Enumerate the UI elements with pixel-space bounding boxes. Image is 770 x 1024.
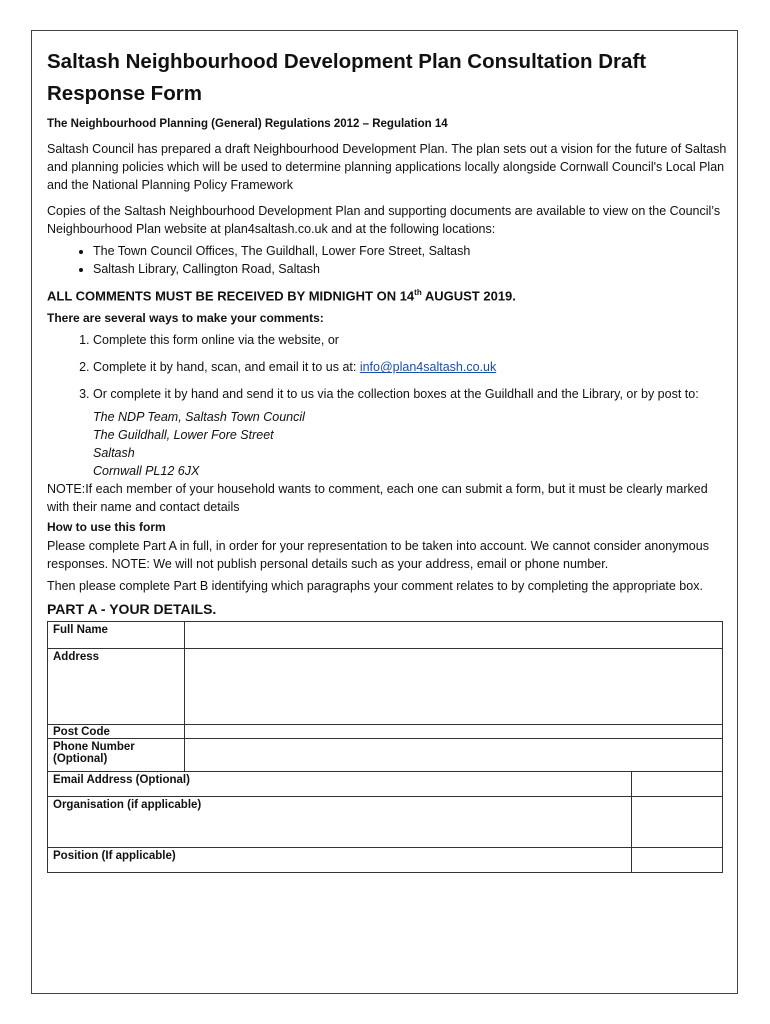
howto-part-b: Then please complete Part B identifying which paragraphs your comment relates to by completing the appropriate box. (47, 579, 703, 594)
deadline-suffix: AUGUST 2019. (421, 288, 516, 304)
ways-heading: There are several ways to make your comments: (47, 311, 324, 326)
deadline-notice (47, 288, 727, 303)
household-note: NOTE:If each member of your household wants to comment, each one can submit a form, but it must be clearly marked with their name and contact details (47, 482, 708, 515)
organisation-label: Organisation (if applicable) (48, 797, 632, 848)
position-label: Position (If applicable) (48, 848, 632, 873)
address-label: Address (48, 649, 185, 725)
full-name-field[interactable] (185, 622, 723, 649)
deadline-sup: th (414, 288, 422, 297)
way-post: 3. Or complete it by hand and send it to us via the collection boxes at the Guildhall and the Library, or by post to: (93, 385, 727, 403)
post-code-label: Post Code (48, 725, 185, 739)
deadline-prefix: ALL COMMENTS MUST BE RECEIVED BY MIDNIGHT ON 14 (47, 288, 415, 304)
address-line: Saltash (93, 446, 135, 461)
address-line: The Guildhall, Lower Fore Street (93, 428, 274, 443)
regulations-subtitle: The Neighbourhood Planning (General) Regulations 2012 – Regulation 14 (47, 118, 448, 130)
email-link[interactable]: info@plan4saltash.co.uk (359, 360, 497, 375)
location-item: • The Town Council Offices, The Guildhall, Lower Fore Street, Saltash (93, 242, 727, 260)
address-field[interactable] (185, 649, 723, 725)
email-field[interactable] (631, 772, 722, 797)
ways-list (47, 331, 727, 403)
email-label: Email Address (Optional) (48, 772, 632, 797)
phone-label: Phone Number (Optional) (48, 739, 185, 772)
full-name-label: Full Name (48, 622, 185, 649)
post-code-field[interactable] (185, 725, 723, 739)
part-a-heading: PART A - YOUR DETAILS. (47, 601, 217, 618)
phone-field[interactable] (185, 739, 723, 772)
howto-part-a: Please complete Part A in full, in order for your representation to be taken into account. We cannot consider anonymous responses. NOTE: We will not publish personal details such as your address, email or phone number. (47, 539, 709, 572)
page-title: Saltash Neighbourhood Development Plan Consultation Draft Response Form (47, 50, 647, 105)
locations-list (47, 242, 727, 278)
form-content (47, 46, 727, 873)
howto-heading: How to use this form (47, 520, 166, 535)
address-line: The NDP Team, Saltash Town Council (93, 410, 305, 425)
postal-address (93, 408, 727, 480)
position-field[interactable] (631, 848, 722, 873)
copies-paragraph: Copies of the Saltash Neighbourhood Development Plan and supporting documents are available to view on the Council’s Neighbourhood Plan website at plan4saltash.co.uk and at the following locations: (47, 204, 721, 236)
address-line: Cornwall PL12 6JX (93, 464, 200, 479)
organisation-field[interactable] (631, 797, 722, 848)
location-item: • Saltash Library, Callington Road, Saltash (93, 260, 727, 278)
details-table (47, 621, 723, 873)
intro-paragraph: Saltash Council has prepared a draft Neighbourhood Development Plan. The plan sets out a vision for the future of Saltash and planning policies which will be used to determine planning applications locally alongside Cornwall Council's Local Plan and the National Planning Policy Framework (47, 142, 727, 192)
way-email-text: Complete it by hand, scan, and email it to us at: (93, 360, 360, 375)
way-online: 1. Complete this form online via the website, or (93, 331, 727, 349)
way-email (93, 358, 727, 376)
